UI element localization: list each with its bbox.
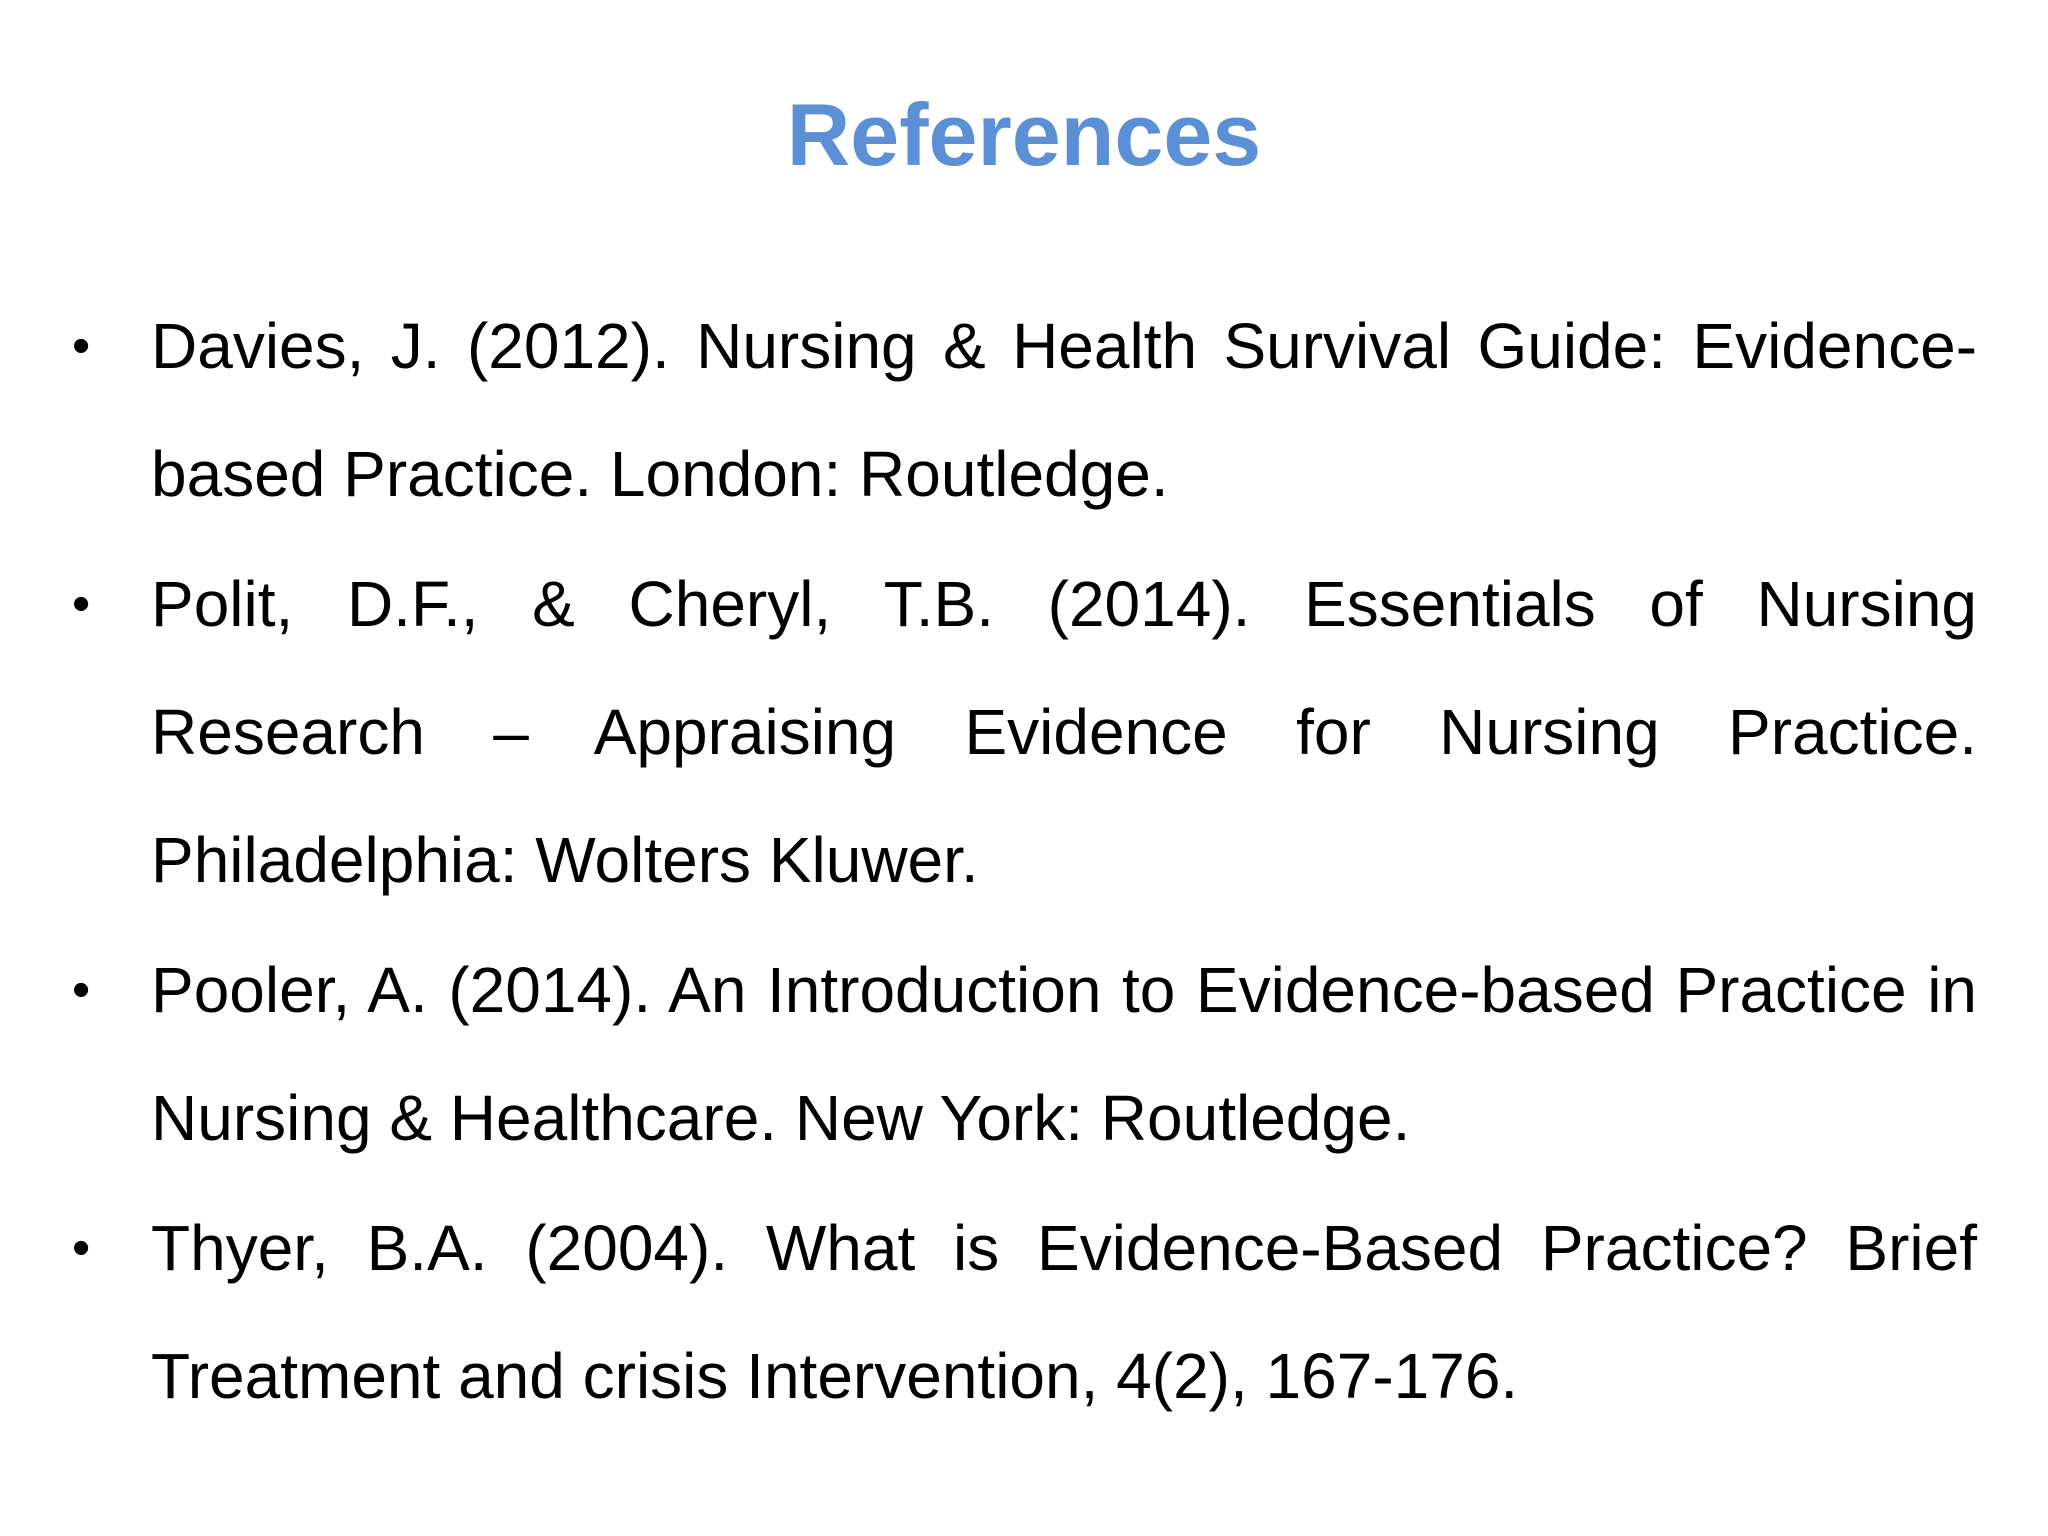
bullet-icon: • [72, 961, 91, 1019]
reference-item [72, 540, 1977, 924]
reference-list [0, 282, 2048, 1442]
reference-item [72, 1184, 1977, 1440]
reference-item [72, 926, 1977, 1182]
bullet-icon: • [72, 1219, 91, 1277]
reference-item [72, 282, 1977, 538]
bullet-icon: • [72, 317, 91, 375]
slide-title: References [786, 85, 1262, 184]
reference-text: Davies, J. (2012). Nursing & Health Survival Guide: Evidence-based Practice. London: Routledge. [151, 310, 1977, 510]
reference-text: Pooler, A. (2014). An Introduction to Evidence-based Practice in Nursing & Healthcare. New York: Routledge. [151, 954, 1977, 1154]
bullet-icon: • [72, 575, 91, 633]
reference-text: Polit, D.F., & Cheryl, T.B. (2014). Essentials of Nursing Research – Appraising Evidence for Nursing Practice. Philadelphia: Wolters Kluwer. [151, 568, 1977, 896]
reference-text: Thyer, B.A. (2004). What is Evidence-Based Practice? Brief Treatment and crisis Intervention, 4(2), 167-176. [151, 1212, 1977, 1412]
